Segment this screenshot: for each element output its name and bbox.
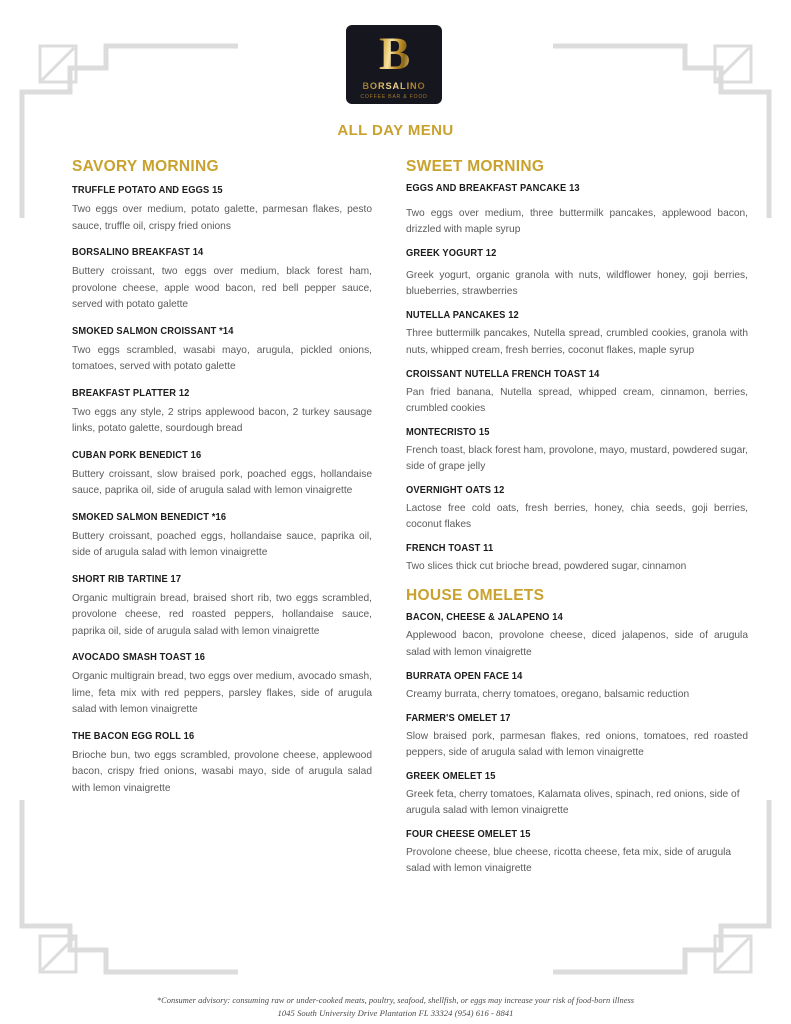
menu-item-name: GREEK YOGURT 12 <box>406 248 497 260</box>
menu-item-description: Two slices thick cut brioche bread, powdered sugar, cinnamon <box>406 561 687 573</box>
menu-item-name: GREEK OMELET 15 <box>406 770 496 782</box>
brand-logo <box>346 25 442 104</box>
logo-letter-b: B <box>378 28 410 80</box>
menu-item-description: Organic multigrain bread, braised short rib, two eggs scrambled, provolone cheese, red roasted peppers, hollandaise sauce, paprika oil, side of arugula salad with lemon vinaigrette <box>72 592 372 637</box>
menu-item <box>72 450 372 500</box>
menu-column-left <box>0 158 395 809</box>
menu-item-name: FOUR CHEESE OMELET 15 <box>406 829 531 841</box>
menu-item <box>72 731 372 798</box>
menu-item-description: Two eggs any style, 2 strips applewood bacon, 2 turkey sausage links, potato galette, sourdough bread <box>72 406 372 435</box>
menu-item <box>406 671 748 703</box>
menu-item <box>406 829 748 877</box>
menu-item <box>72 185 372 235</box>
menu-columns <box>0 158 791 887</box>
restaurant-address: 1045 South University Drive Plantation FL 33324 (954) 616 - 8841 <box>277 1008 514 1018</box>
menu-item-name: SMOKED SALMON BENEDICT *16 <box>72 511 227 523</box>
menu-item-description: Provolone cheese, blue cheese, ricotta cheese, feta mix, side of arugula salad with lemon vinaigrette <box>406 847 732 875</box>
menu-item-description: Buttery croissant, two eggs over medium, black forest ham, provolone cheese, apple wood bacon, red bell pepper sauce, served with potato galette <box>72 266 372 311</box>
menu-item-description: Two eggs over medium, three buttermilk pancakes, applewood bacon, drizzled with maple syrup <box>406 208 748 236</box>
menu-item-description: Buttery croissant, poached eggs, hollandaise sauce, paprika oil, side of arugula salad with lemon vinaigrette <box>72 530 372 559</box>
menu-item-description: Lactose free cold oats, fresh berries, honey, chia seeds, goji berries, coconut flakes <box>406 503 748 531</box>
menu-item-description: Two eggs scrambled, wasabi mayo, arugula, pickled onions, tomatoes, served with potato galette <box>72 344 372 373</box>
menu-item-description: Pan fried banana, Nutella spread, whipped cream, cinnamon, berries, crumbled cookies <box>406 386 748 414</box>
menu-item-description: Creamy burrata, cherry tomatoes, oregano, balsamic reduction <box>406 688 690 700</box>
menu-item-name: SMOKED SALMON CROISSANT *14 <box>72 325 234 337</box>
menu-item-description: Organic multigrain bread, two eggs over medium, avocado smash, lime, feta mix with red peppers, parsley flakes, side of arugula salad with lemon vinaigrette <box>72 671 372 716</box>
menu-item-name: EGGS AND BREAKFAST PANCAKE 13 <box>406 183 580 194</box>
menu-item <box>406 485 748 533</box>
menu-item <box>406 310 748 358</box>
menu-item-description: Brioche bun, two eggs scrambled, provolone cheese, applewood bacon, crispy fried onions, wasabi mayo, side of arugula salad with lemon vinaigrette <box>72 749 372 794</box>
section-title-house-omelets: HOUSE OMELETS <box>406 587 545 605</box>
menu-item <box>406 543 748 575</box>
menu-item-name: NUTELLA PANCAKES 12 <box>406 310 519 322</box>
menu-item-description: Buttery croissant, slow braised pork, poached eggs, hollandaise sauce, paprika oil, side of arugula salad with lemon vinaigrette <box>72 468 372 497</box>
page-title: ALL DAY MENU <box>337 122 454 139</box>
logo-brand-name: BORSALINO <box>362 81 426 91</box>
section-sweet-morning <box>406 158 748 575</box>
menu-item-name: AVOCADO SMASH TOAST 16 <box>72 652 206 664</box>
menu-item-name: TRUFFLE POTATO AND EGGS 15 <box>72 185 223 196</box>
menu-item-name: BACON, CHEESE & JALAPENO 14 <box>406 612 563 624</box>
menu-item-name: OVERNIGHT OATS 12 <box>406 485 505 497</box>
menu-item <box>72 388 372 438</box>
menu-item <box>406 771 748 819</box>
consumer-advisory: *Consumer advisory: consuming raw or under-cooked meats, poultry, seafood, shellfish, or eggs may increase your risk of food-born illness <box>156 996 635 1005</box>
section-title-sweet-morning: SWEET MORNING <box>406 158 545 175</box>
section-savory-morning <box>72 158 372 797</box>
menu-item-name: BORSALINO BREAKFAST 14 <box>72 247 204 259</box>
menu-item-name: THE BACON EGG ROLL 16 <box>72 730 195 742</box>
menu-item-description: Two eggs over medium, potato galette, parmesan flakes, pesto sauce, truffle oil, crispy fried onions <box>72 204 372 232</box>
menu-item <box>406 248 748 300</box>
menu-item-description: Greek feta, cherry tomatoes, Kalamata olives, spinach, red onions, side of arugula salad with lemon vinaigrette <box>406 788 740 817</box>
section-title-savory-morning: SAVORY MORNING <box>72 158 219 175</box>
menu-item-name: BURRATA OPEN FACE 14 <box>406 670 523 682</box>
menu-column-right <box>395 158 791 887</box>
section-house-omelets <box>406 587 748 877</box>
menu-item-name: BREAKFAST PLATTER 12 <box>72 387 190 399</box>
menu-item <box>406 183 748 238</box>
logo-card <box>346 25 442 104</box>
menu-item-description: Applewood bacon, provolone cheese, diced jalapenos, side of arugula salad with lemon vinaigrette <box>406 630 748 658</box>
menu-item <box>406 427 748 475</box>
menu-item-description: Greek yogurt, organic granola with nuts, wildflower honey, goji berries, blueberries, strawberries <box>406 270 748 298</box>
menu-item <box>406 369 748 417</box>
menu-item <box>406 612 748 660</box>
menu-item-name: FRENCH TOAST 11 <box>406 543 494 555</box>
menu-item <box>72 512 372 562</box>
menu-item <box>72 326 372 376</box>
menu-item-name: MONTECRISTO 15 <box>406 426 490 438</box>
menu-item-name: SHORT RIB TARTINE 17 <box>72 573 182 585</box>
logo-tagline: COFFEE BAR & FOOD <box>360 93 428 100</box>
menu-item <box>72 247 372 314</box>
menu-item <box>72 574 372 641</box>
menu-item-name: CROISSANT NUTELLA FRENCH TOAST 14 <box>406 368 600 380</box>
menu-item-description: Slow braised pork, parmesan flakes, red onions, tomatoes, red roasted peppers, side of arugula salad with lemon vinaigrette <box>406 730 748 758</box>
menu-item-description: Three buttermilk pancakes, Nutella spread, crumbled cookies, granola with nuts, whipped cream, fresh berries, coconut flakes, maple syrup <box>406 328 748 356</box>
footer <box>0 996 791 1018</box>
menu-item-description: French toast, black forest ham, provolone, mayo, mustard, powdered sugar, side of grape jelly <box>406 444 748 472</box>
menu-item <box>406 713 748 761</box>
menu-item-name: FARMER'S OMELET 17 <box>406 712 511 724</box>
menu-item-name: CUBAN PORK BENEDICT 16 <box>72 449 202 461</box>
menu-item <box>72 652 372 719</box>
